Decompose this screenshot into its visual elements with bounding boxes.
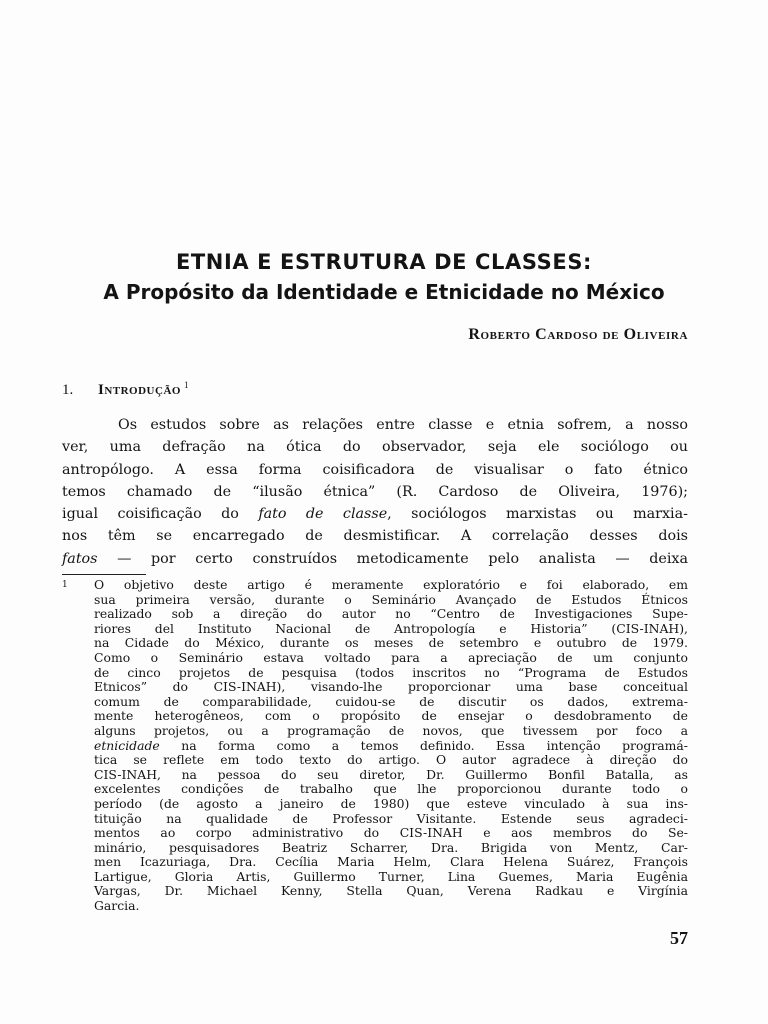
footnote-line: período (de agosto a janeiro de 1980) que esteve vinculado à sua ins- [94, 795, 688, 811]
footnote-line: mente heterogêneos, com o propósito de ensejar o desdobramento de [94, 708, 688, 724]
footnote-line: realizado sob a direção do autor no “Centro de Investigaciones Supe- [94, 606, 688, 622]
footnote-line: O objetivo deste artigo é meramente exploratório e foi elaborado, em [94, 577, 688, 592]
footnote-line: men Icazuriaga, Dra. Cecília Maria Helm, Clara Helena Suárez, François [94, 854, 688, 870]
page-number: 57 [670, 928, 688, 948]
footnote-line: Etnicos” do CIS-INAH), visando-lhe proporcionar uma base conceitual [94, 679, 688, 695]
footnote-line: de cinco projetos de pesquisa (todos inscritos no “Programa de Estudos [94, 664, 688, 680]
body-line: ver, uma defração na ótica do observador, seja ele sociólogo ou [62, 439, 688, 456]
footnote-line: Vargas, Dr. Michael Kenny, Stella Quan, Verena Radkau e Virgínia [94, 883, 688, 899]
footnote-line: mentos ao corpo administrativo do CIS-INAH e aos membros do Se- [94, 825, 688, 841]
emphasized-term: etnicidade [94, 737, 160, 753]
footnote-line: sua primeira versão, durante o Seminário Avançado de Estudos Étnicos [94, 591, 688, 607]
footnote-line: etnicidade na forma como a temos definido. Essa intenção programá- [94, 737, 688, 753]
footnote-line: Lartigue, Gloria Artis, Guillermo Turner, Lina Guemes, Maria Eugênia [94, 868, 688, 884]
body-line: igual coisificação do fato de classe, sociólogos marxistas ou marxia- [62, 506, 688, 523]
footnote-line: Garcia. [94, 898, 140, 914]
footnote-line: na Cidade do México, durante os meses de setembro e outubro de 1979. [94, 635, 688, 651]
footnote-line: tica se reflete em todo texto do artigo. O autor agradece à direção do [94, 752, 688, 768]
author-name: Roberto Cardoso de Oliveira [468, 326, 688, 343]
footnote-line: alguns projetos, ou a programação de novos, que tivessem por foco a [94, 722, 688, 738]
footnote-mark: 1 [62, 580, 68, 590]
footnote-text [94, 578, 688, 914]
footnote-reference: 1 [183, 380, 189, 390]
emphasized-term: fatos [62, 550, 98, 567]
body-paragraph [62, 414, 688, 570]
footnote-line: minário, pesquisadores Beatriz Scharrer, Dra. Brigida von Mentz, Car- [94, 839, 688, 855]
footnote-line: comum de comparabilidade, cuidou-se de discutir os dados, extrema- [94, 693, 688, 709]
footnote-line: riores del Instituto Nacional de Antropología e Historia” (CIS-INAH), [94, 620, 688, 636]
section-heading [62, 380, 188, 399]
footnote-divider [62, 574, 146, 575]
footnote [62, 578, 688, 914]
body-line: antropólogo. A essa forma coisificadora de visualisar o fato étnico [62, 461, 688, 478]
section-number: 1. [62, 382, 74, 398]
article-title: ETNIA E ESTRUTURA DE CLASSES: [175, 250, 593, 274]
footnote-line: tituição na qualidade de Professor Visitante. Estende seus agradeci- [94, 810, 688, 826]
section-title: Introdução [98, 382, 181, 398]
footnote-line: CIS-INAH, na pessoa do seu diretor, Dr. Guillermo Bonfil Batalla, as [94, 766, 688, 782]
body-line: temos chamado de “ilusão étnica” (R. Cardoso de Oliveira, 1976); [62, 483, 688, 500]
body-line: fatos — por certo construídos metodicamente pelo analista — deixa [62, 550, 688, 567]
article-subtitle: A Propósito da Identidade e Etnicidade no México [103, 280, 665, 304]
emphasized-term: fato de classe [258, 506, 388, 523]
footnote-line: Como o Seminário estava voltado para a apreciação de um conjunto [94, 649, 688, 665]
body-line: nos têm se encarregado de desmistificar. A correlação desses dois [62, 528, 688, 545]
footnote-line: excelentes condições de trabalho que lhe proporcionou durante todo o [94, 781, 688, 797]
body-line: Os estudos sobre as relações entre classe e etnia sofrem, a nosso [118, 417, 688, 433]
